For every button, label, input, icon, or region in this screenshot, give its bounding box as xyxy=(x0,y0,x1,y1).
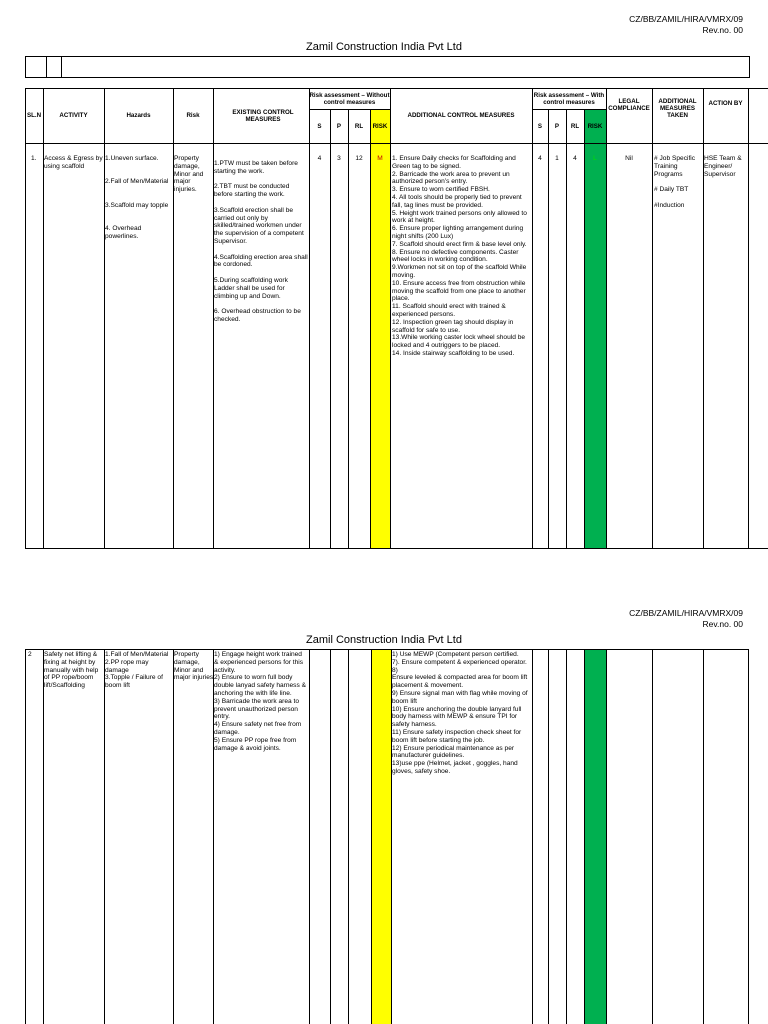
row1-sl: 1. xyxy=(31,155,37,162)
header-s2: S xyxy=(537,122,543,130)
row2-hazards: 1.Fall of Men/Material 2.PP rope may damage 3.Topple / Failure of boom lift xyxy=(105,651,169,690)
row1-p2: 1 xyxy=(555,155,559,162)
header-riskcol: RISK xyxy=(372,122,388,130)
row1-action: HSE Team & Engineer/ Supervisor xyxy=(704,155,742,178)
doc-ref-code: CZ/BB/ZAMIL/HIRA/VMRX/09 xyxy=(629,14,743,24)
doc-rev: Rev.no. 00 xyxy=(702,25,743,35)
row1-s: 4 xyxy=(317,155,322,162)
row1-legal: Nil xyxy=(625,155,633,162)
row1-s2: 4 xyxy=(538,155,542,162)
header-existing: EXISTING CONTROL MEASURES xyxy=(232,108,294,123)
row1-risk: Property damage, Minor and major injuries. xyxy=(174,155,204,194)
header-add-measures: ADDITIONAL MEASURES TAKEN xyxy=(658,97,697,119)
row1-rl2: 4 xyxy=(573,155,577,162)
risk-col-highlight-with xyxy=(584,650,606,1024)
company-title: Zamil Construction India Pvt Ltd xyxy=(306,41,462,53)
header-sl: SL.N xyxy=(26,112,42,119)
header-activity: ACTIVITY xyxy=(59,112,88,119)
header-ra-without: Risk assessment – Without control measures xyxy=(309,91,390,106)
doc-ref-code: CZ/BB/ZAMIL/HIRA/VMRX/09 xyxy=(629,608,743,618)
header-risk: Risk xyxy=(186,112,200,119)
header-additional: ADDITIONAL CONTROL MEASURES xyxy=(407,112,515,119)
header-rl2: RL xyxy=(570,122,580,130)
header-p: P xyxy=(336,122,342,130)
row2-sl: 2 xyxy=(28,651,32,658)
row1-rl: 12 xyxy=(355,155,363,162)
header-legal: LEGAL COMPLIANCE xyxy=(608,98,650,112)
header-hazards: Hazards xyxy=(126,112,151,119)
header-s: S xyxy=(317,122,322,130)
row2-risk: Property damage, Minor and major injuries xyxy=(174,651,214,682)
risk-col-highlight xyxy=(371,650,391,1024)
header-riskcol2: RISK xyxy=(587,122,603,130)
header-p2: P xyxy=(554,122,560,130)
row1-activity: Access & Egress by using scaffold xyxy=(44,155,103,170)
row1-add-measures: # Job Specific Training Programs # Daily TBT #Induction xyxy=(654,155,696,209)
row1-risk-level2: L xyxy=(593,155,597,162)
header-ra-with: Risk assessment – With control measures xyxy=(533,91,605,106)
header-rl: RL xyxy=(354,122,364,130)
company-title-page2: Zamil Construction India Pvt Ltd xyxy=(306,634,462,646)
row1-risk-level: M xyxy=(377,155,383,162)
row1-hazards: 1.Uneven surface. 2.Fall of Men/Material 3.Scaffold may topple 4. Overhead powerlines. xyxy=(105,155,169,240)
row1-additional: 1. Ensure Daily checks for Scaffolding and Green tag to be signed. 2. Barricade the work area to prevent un authorized person’s entry. 3. Ensure to worn certified FBSH. 4. All tools should be properly tied to prevent fall, tag lines must be provided. 5. Height work trained persons only allowed to work at height. 6. Ensure proper lighting arrangement during night shifts (200 Lux) 7. Scaffold should erect firm & base level only. 8. Ensure no defective components. Caster wheel locks in working condition. 9.Workmen not sit on top of the scaffold While moving. 10. Ensure access free from obstruction while moving the scaffold from one place to another place. 11. Scaffold should erect with trained & experienced persons. 12. Inspection green tag should display in scaffold for safe to use. 13.While working caster lock wheel should be locked and 4 outriggers to be placed. 14. Inside stairway scaffolding to be used. xyxy=(392,155,527,357)
header-action: ACTION BY xyxy=(708,99,743,107)
row1-existing: 1.PTW must be taken before starting the work. 2.TBT must be conducted before starting the work. 3.Scaffold erection shall be carried out only by skilled/trained workmen under the supervision of a competent Supervisor. 4.Scaffolding erection area shall be cordoned. 5.During scaffolding work Ladder shall be used for climbing up and Down. 6. Overhead obstruction to be checked. xyxy=(214,160,308,323)
doc-rev: Rev.no. 00 xyxy=(702,619,743,629)
row2-activity: Safety net lifting & fixing at height by manually with help of PP rope/boom lift/Scaffolding xyxy=(44,651,99,690)
row2-additional: 1) Use MEWP (Competent person certified. 7). Ensure competent & experienced operator. 8) Ensure leveled & compacted area for boom lift placement & movement. 9) Ensure signal man with flag while moving of boom lift 10) Ensure anchoring the double lanyard full body harness with MEWP & ensure TPI for safety harness. 11) Ensure safety inspection check sheet for boom lift before starting the job. 12) Ensure periodical maintenance as per manufacturer guidelines. 13)use ppe (Helmet, jacket , goggles, hand gloves, safety shoe. xyxy=(392,651,528,775)
row1-p: 3 xyxy=(337,155,341,162)
row2-existing: 1) Engage height work trained & experienced persons for this activity. 2) Ensure to worn full body double lanyad safety harness & anchoring the with life line. 3) Barricade the work area to prevent unauthorized person entry. 4) Ensure safety net free from damage. 5) Ensure PP rope free from damage & avoid joints. xyxy=(214,651,307,752)
